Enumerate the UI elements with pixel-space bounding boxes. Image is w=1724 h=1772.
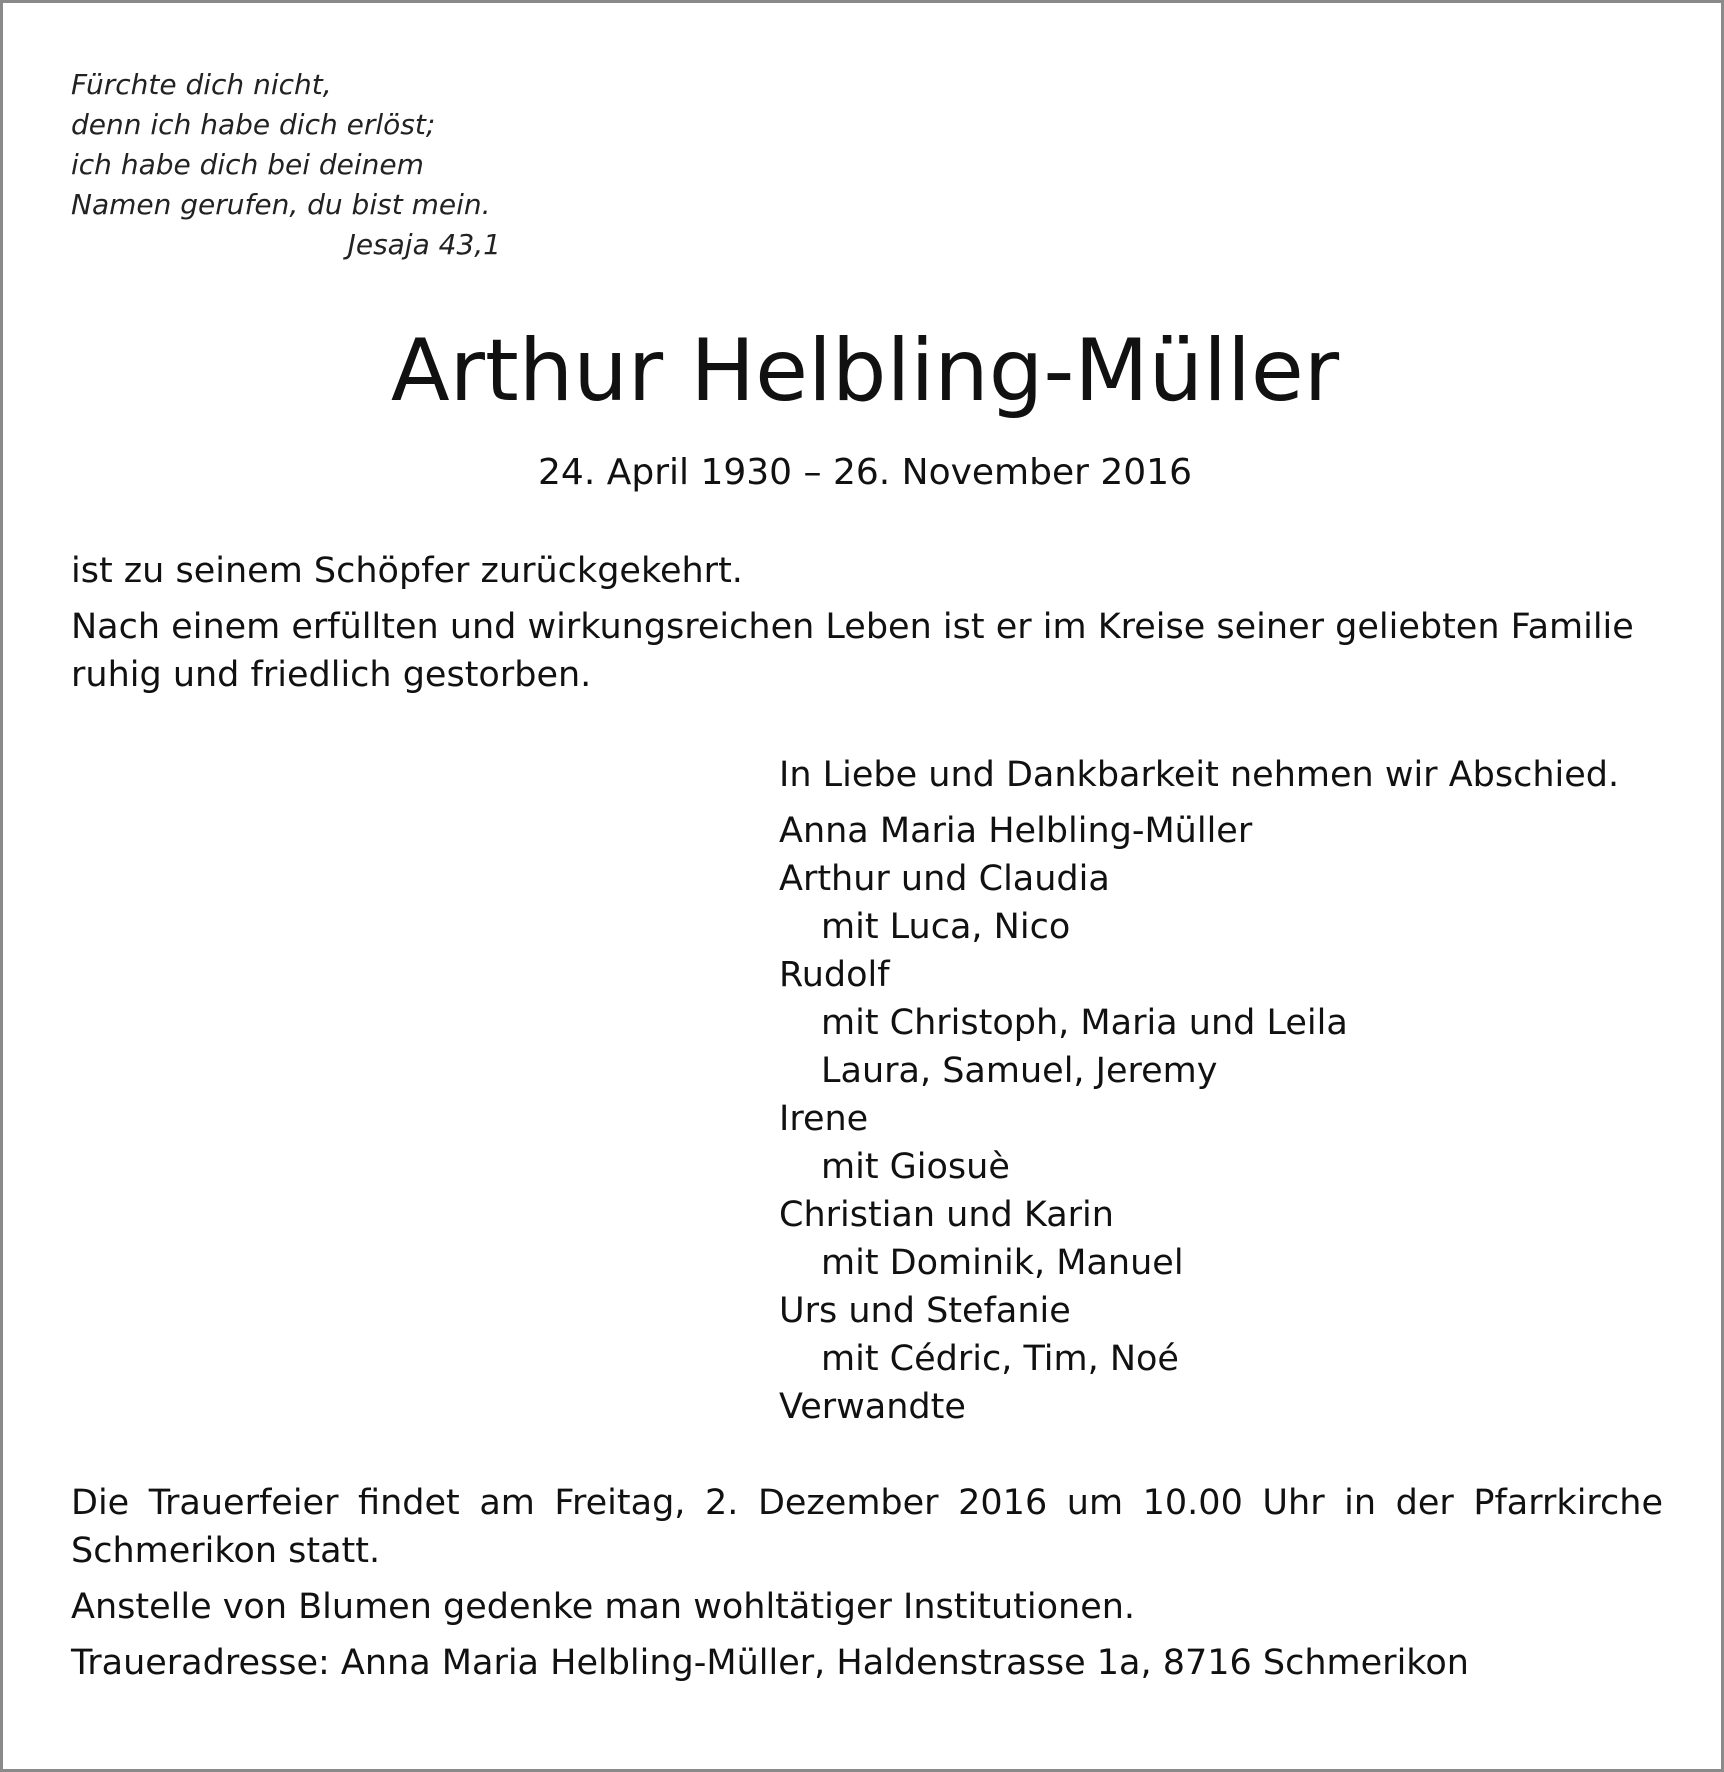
family-block [779,751,1679,1431]
verse-line: denn ich habe dich erlöst; [71,108,436,141]
mourner-name: Verwandte [779,1387,966,1427]
intro-paragraph: Nach einem erfüllten und wirkungsreichen Leben ist er im Kreise seiner geliebten Familie ruhig und friedlich gestorben. [71,607,1634,695]
mourner-list [779,807,1679,1431]
mourner-name: Christian und Karin [779,1195,1114,1235]
mourner-children: mit Cédric, Tim, Noé [821,1339,1179,1379]
mourning-address: Traueradresse: Anna Maria Helbling-Müller, Haldenstrasse 1a, 8716 Schmerikon [71,1643,1469,1683]
life-dates: 24. April 1930 – 26. November 2016 [538,452,1192,493]
mourner-name: Urs und Stefanie [779,1291,1071,1331]
mourner-name: Irene [779,1099,869,1139]
intro-text [71,547,1667,707]
service-notice: Die Trauerfeier findet am Freitag, 2. Dezember 2016 um 10.00 Uhr in der Pfarrkirche Schmerikon statt. [71,1483,1663,1571]
verse-line: Namen gerufen, du bist mein. [71,188,491,221]
mourner-name: Anna Maria Helbling-Müller [779,811,1253,851]
bible-verse [71,65,501,265]
mourner-children: mit Giosuè [821,1147,1010,1187]
mourner-children: mit Luca, Nico [821,907,1071,947]
deceased-name: Arthur Helbling-Müller [390,321,1340,421]
mourner-name: Rudolf [779,955,890,995]
mourner-name: Arthur und Claudia [779,859,1110,899]
verse-line: Fürchte dich nicht, [71,68,332,101]
mourner-children: mit Christoph, Maria und Leila [821,1003,1348,1043]
farewell-line: In Liebe und Dankbarkeit nehmen wir Abschied. [779,755,1620,795]
notices-block [71,1479,1663,1695]
mourner-children: mit Dominik, Manuel [821,1243,1184,1283]
verse-reference: Jesaja 43,1 [347,228,501,261]
mourner-children: Laura, Samuel, Jeremy [821,1051,1218,1091]
flowers-notice: Anstelle von Blumen gedenke man wohltätiger Institutionen. [71,1587,1136,1627]
intro-line: ist zu seinem Schöpfer zurückgekehrt. [71,551,743,591]
verse-line: ich habe dich bei deinem [71,148,424,181]
